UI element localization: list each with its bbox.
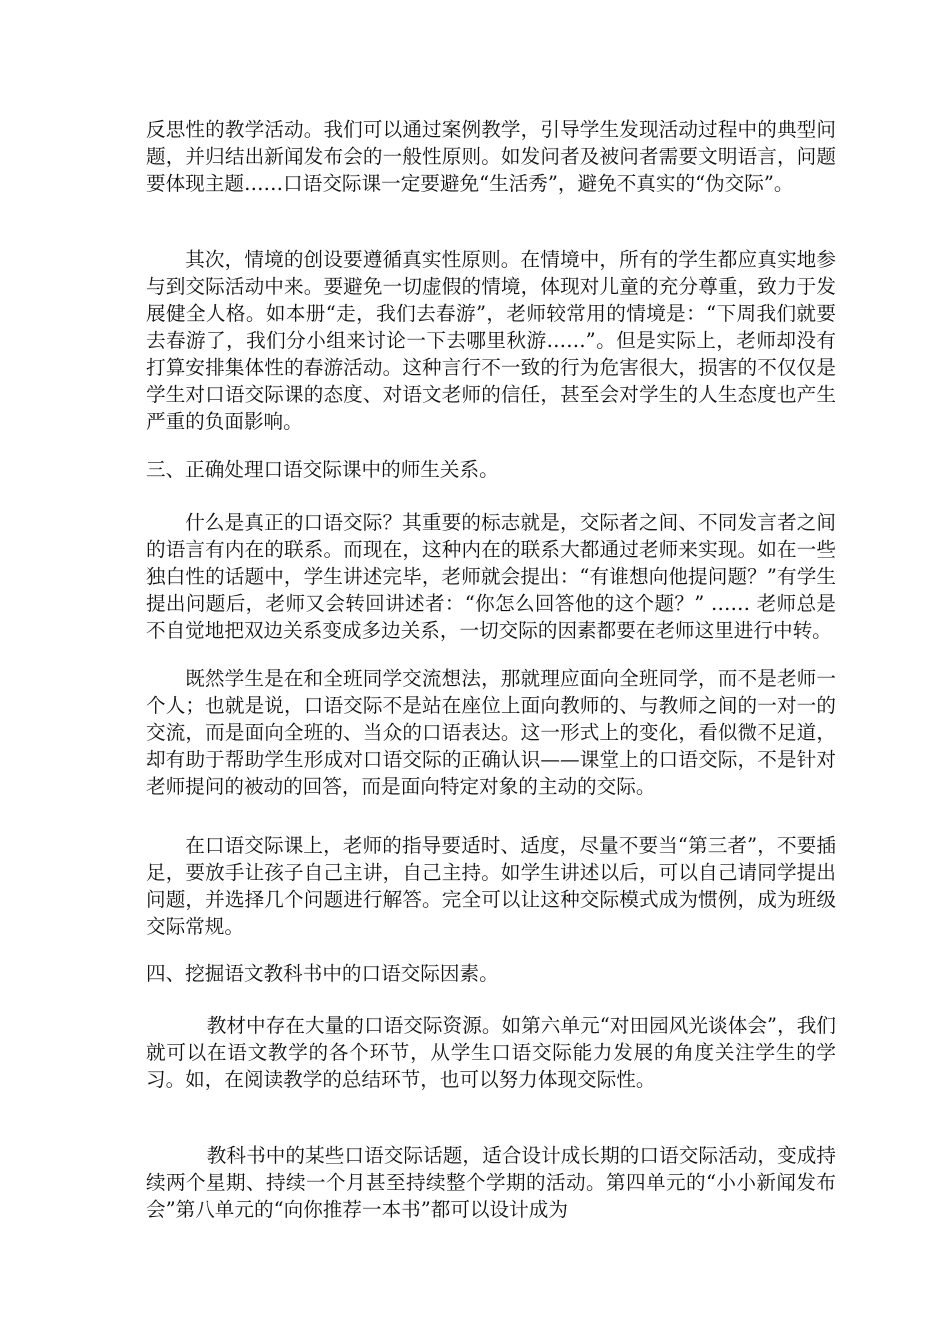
paragraph-whole-class: 既然学生是在和全班同学交流想法，那就理应面向全班同学，而不是老师一个人；也就是说，口语交际不是站在座位上面向教师的、与教师之间的一对一的交流，而是面向全班的、当众的口语表达。这一形式上的变化，看似微不足道，却有助于帮助学生形成对口语交际的正确认识——课堂上的口语交际，不是针对老师提问的被动的回答，而是面向特定对象的主动的交际。 bbox=[146, 667, 836, 798]
paragraph-textbook-resources: 教材中存在大量的口语交际资源。如第六单元“对田园风光谈体会”，我们就可以在语文教学的各个环节，从学生口语交际能力发展的角度关注学生的学习。如，在阅读教学的总结环节，也可以努力体现交际性。 bbox=[146, 1014, 836, 1091]
paragraph-teacher-guidance: 在口语交际课上，老师的指导要适时、适度，尽量不要当“第三者”，不要插足，要放手让孩子自己主讲，自己主持。如学生讲述以后，可以自己请同学提出问题，并选择几个问题进行解答。完全可以让这种交际模式成为惯例，成为班级交际常规。 bbox=[146, 834, 836, 938]
paragraph-long-term-activities: 教科书中的某些口语交际话题，适合设计成长期的口语交际活动，变成持续两个星期、持续一个月甚至持续整个学期的活动。第四单元的“小小新闻发布会”第八单元的“向你推荐一本书”都可以设计成为 bbox=[146, 1144, 836, 1221]
paragraph-real-communication: 什么是真正的口语交际？其重要的标志就是，交际者之间、不同发言者之间的语言有内在的联系。而现在，这种内在的联系大都通过老师来实现。如在一些独白性的话题中，学生讲述完毕，老师就会提出：“有谁想向他提问题？”有学生提出问题后，老师又会转回讲述者：“你怎么回答他的这个题？” …… 老师总是不自觉地把双边关系变成多边关系，一切交际的因素都要在老师这里进行中转。 bbox=[146, 511, 836, 642]
section-heading-four: 四、挖掘语文教科书中的口语交际因素。 bbox=[146, 962, 499, 985]
paragraph-situation-authenticity: 其次，情境的创设要遵循真实性原则。在情境中，所有的学生都应真实地参与到交际活动中来。要避免一切虚假的情境，体现对儿童的充分尊重，致力于发展健全人格。如本册“走，我们去春游”，老师较常用的情境是：“下周我们就要去春游了，我们分小组来讨论一下去哪里秋游……”。但是实际上，老师却没有打算安排集体性的春游活动。这种言行不一致的行为危害很大，损害的不仅仅是学生对口语交际课的态度、对语文老师的信任，甚至会对学生的人生态度也产生严重的负面影响。 bbox=[146, 248, 836, 433]
paragraph-continuation: 反思性的教学活动。我们可以通过案例教学，引导学生发现活动过程中的典型问题，并归结出新闻发布会的一般性原则。如发问者及被问者需要文明语言，问题要体现主题……口语交际课一定要避免“生活秀”，避免不真实的“伪交际”。 bbox=[146, 118, 836, 195]
section-heading-three: 三、正确处理口语交际课中的师生关系。 bbox=[146, 458, 499, 481]
